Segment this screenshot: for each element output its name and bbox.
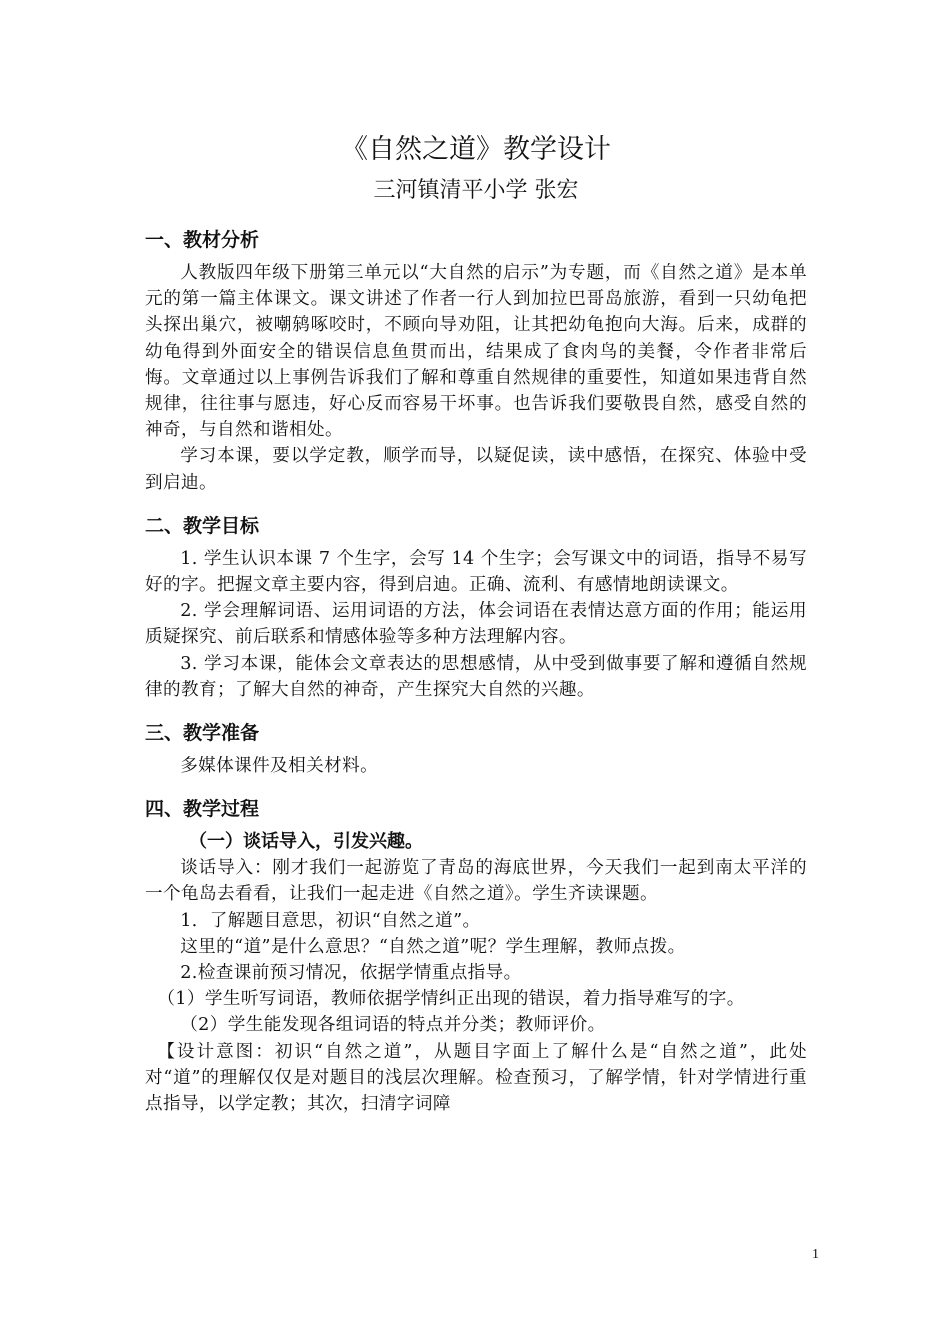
paragraph: （1）学生听写词语，教师依据学情纠正出现的错误，着力指导难写的字。 (157, 989, 745, 1010)
paragraph: 谈话导入：刚才我们一起游览了青岛的海底世界，今天我们一起到南太平洋的一个龟岛去看看，让我们一起走进《自然之道》。学生齐读课题。 (145, 858, 807, 905)
document-title: 《自然之道》教学设计 (341, 134, 611, 165)
page-number: 1 (812, 1247, 819, 1262)
section-heading: 一、教材分析 (145, 229, 260, 251)
paragraph: 2. 学会理解词语、运用词语的方法，体会词语在表情达意方面的作用；能运用质疑探究、前后联系和情感体验等多种方法理解内容。 (145, 601, 807, 648)
paragraph: 1．了解题目意思，初识“自然之道”。 (180, 910, 481, 931)
section-heading: 三、教学准备 (145, 722, 260, 745)
section-teaching-goals (145, 512, 807, 703)
section-teaching-process (145, 795, 807, 1117)
section-teaching-preparation (145, 719, 807, 779)
section-textbook-analysis (145, 226, 807, 496)
section-heading: 四、教学过程 (145, 798, 260, 821)
paragraph: 1. 学生认识本课 7 个生字，会写 14 个生字；会写课文中的词语，指导不易写好的字。把握文章主要内容，得到启迪。正确、流利、有感情地朗读课文。 (145, 548, 807, 596)
document-content (145, 130, 807, 1117)
paragraph: （2）学生能发现各组词语的特点并分类；教师评价。 (180, 1015, 606, 1036)
paragraph: 人教版四年级下册第三单元以“大自然的启示”为专题，而《自然之道》是本单元的第一篇主体课文。课文讲述了作者一行人到加拉巴哥岛旅游，看到一只幼龟把头探出巢穴，被嘲鸫啄咬时，不顾向导劝阻，让其把幼龟抱向大海。后来，成群的幼龟得到外面安全的错误信息鱼贯而出，结果成了食肉鸟的美餐，令作者非常后悔。文章通过以上事例告诉我们了解和尊重自然规律的重要性，知道如果违背自然规律，往往事与愿违，好心反而容易干坏事。也告诉我们要敬畏自然，感受自然的神奇，与自然和谐相处。 (145, 263, 807, 441)
document-author: 三河镇清平小学 张宏 (373, 178, 579, 203)
paragraph: 3. 学习本课，能体会文章表达的思想感情，从中受到做事要了解和遵循自然规律的教育；了解大自然的神奇，产生探究大自然的兴趣。 (145, 653, 807, 700)
section-subheading: （一）谈话导入，引发兴趣。 (189, 831, 423, 853)
paragraph: 这里的“道”是什么意思？“自然之道”呢？学生理解，教师点拨。 (180, 936, 686, 957)
paragraph: 学习本课，要以学定教，顺学而导，以疑促读，读中感悟，在探究、体验中受到启迪。 (145, 446, 807, 493)
paragraph: 2.检查课前预习情况，依据学情重点指导。 (180, 963, 522, 984)
paragraph: 【设计意图：初识“自然之道”，从题目字面上了解什么是“自然之道”，此处对“道”的理解仅仅是对题目的浅层次理解。检查预习，了解学情，针对学情进行重点指导，以学定教；其次，扫清字词障 (145, 1041, 807, 1115)
section-heading: 二、教学目标 (145, 514, 260, 537)
paragraph: 多媒体课件及相关材料。 (180, 756, 379, 777)
